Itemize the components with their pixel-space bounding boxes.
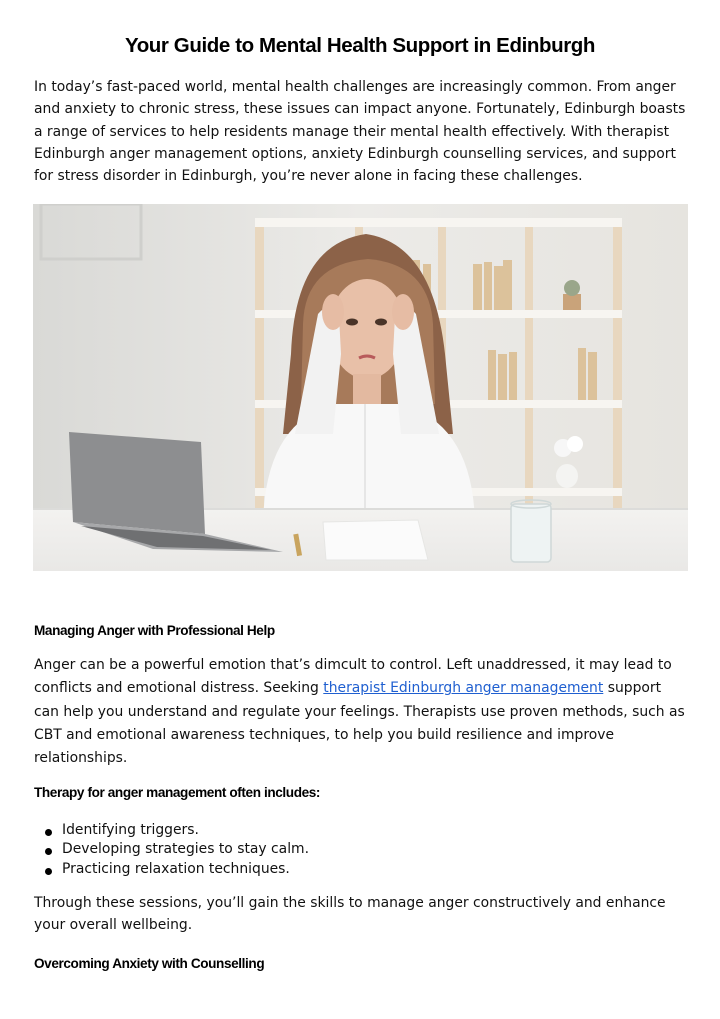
list-item (44, 821, 309, 840)
section-heading-anger: Managing Anger with Professional Help (34, 623, 275, 638)
list-item (44, 860, 309, 879)
anger-text-start: Anger can be a powerful emotion that’s dimcult to control. Left unaddressed, it may lead to conflicts and emotional distress. Seeking (34, 657, 672, 697)
therapy-closing-paragraph: Through these sessions, you’ll gain the skills to manage anger constructively and enhance your overall wellbeing. (34, 895, 666, 934)
bullet-icon (45, 848, 52, 855)
section-heading-therapy: Therapy for anger management often includes: (34, 785, 321, 800)
bullet-icon (45, 868, 52, 875)
anger-management-link[interactable]: therapist Edinburgh anger management (323, 680, 604, 697)
list-item-text: Identifying triggers. (62, 822, 199, 838)
therapy-bullet-list (44, 821, 309, 879)
page-title: Your Guide to Mental Health Support in Edinburgh (124, 34, 596, 57)
anger-text-end: support can help you understand and regulate your feelings. Therapists use proven methods, such as CBT and emotional awareness techniques, to help you build resilience and improve relationships. (34, 680, 685, 767)
stressed-woman-photo (33, 204, 688, 571)
list-item (44, 840, 309, 859)
list-item-text: Practicing relaxation techniques. (62, 860, 290, 877)
section-heading-anxiety: Overcoming Anxiety with Counselling (34, 956, 265, 971)
anger-paragraph (34, 654, 690, 770)
intro-paragraph: In today’s fast-paced world, mental health challenges are increasingly common. From anger and anxiety to chronic stress, these issues can impact anyone. Fortunately, Edinburgh boasts a range of services to help residents manage their mental health effectively. With therapist Edinburgh anger management options, anxiety Edinburgh counselling services, and support for stress disorder in Edinburgh, you’re never alone in facing these challenges. (34, 79, 686, 185)
bullet-icon (45, 829, 52, 836)
list-item-text: Developing strategies to stay calm. (62, 841, 309, 858)
